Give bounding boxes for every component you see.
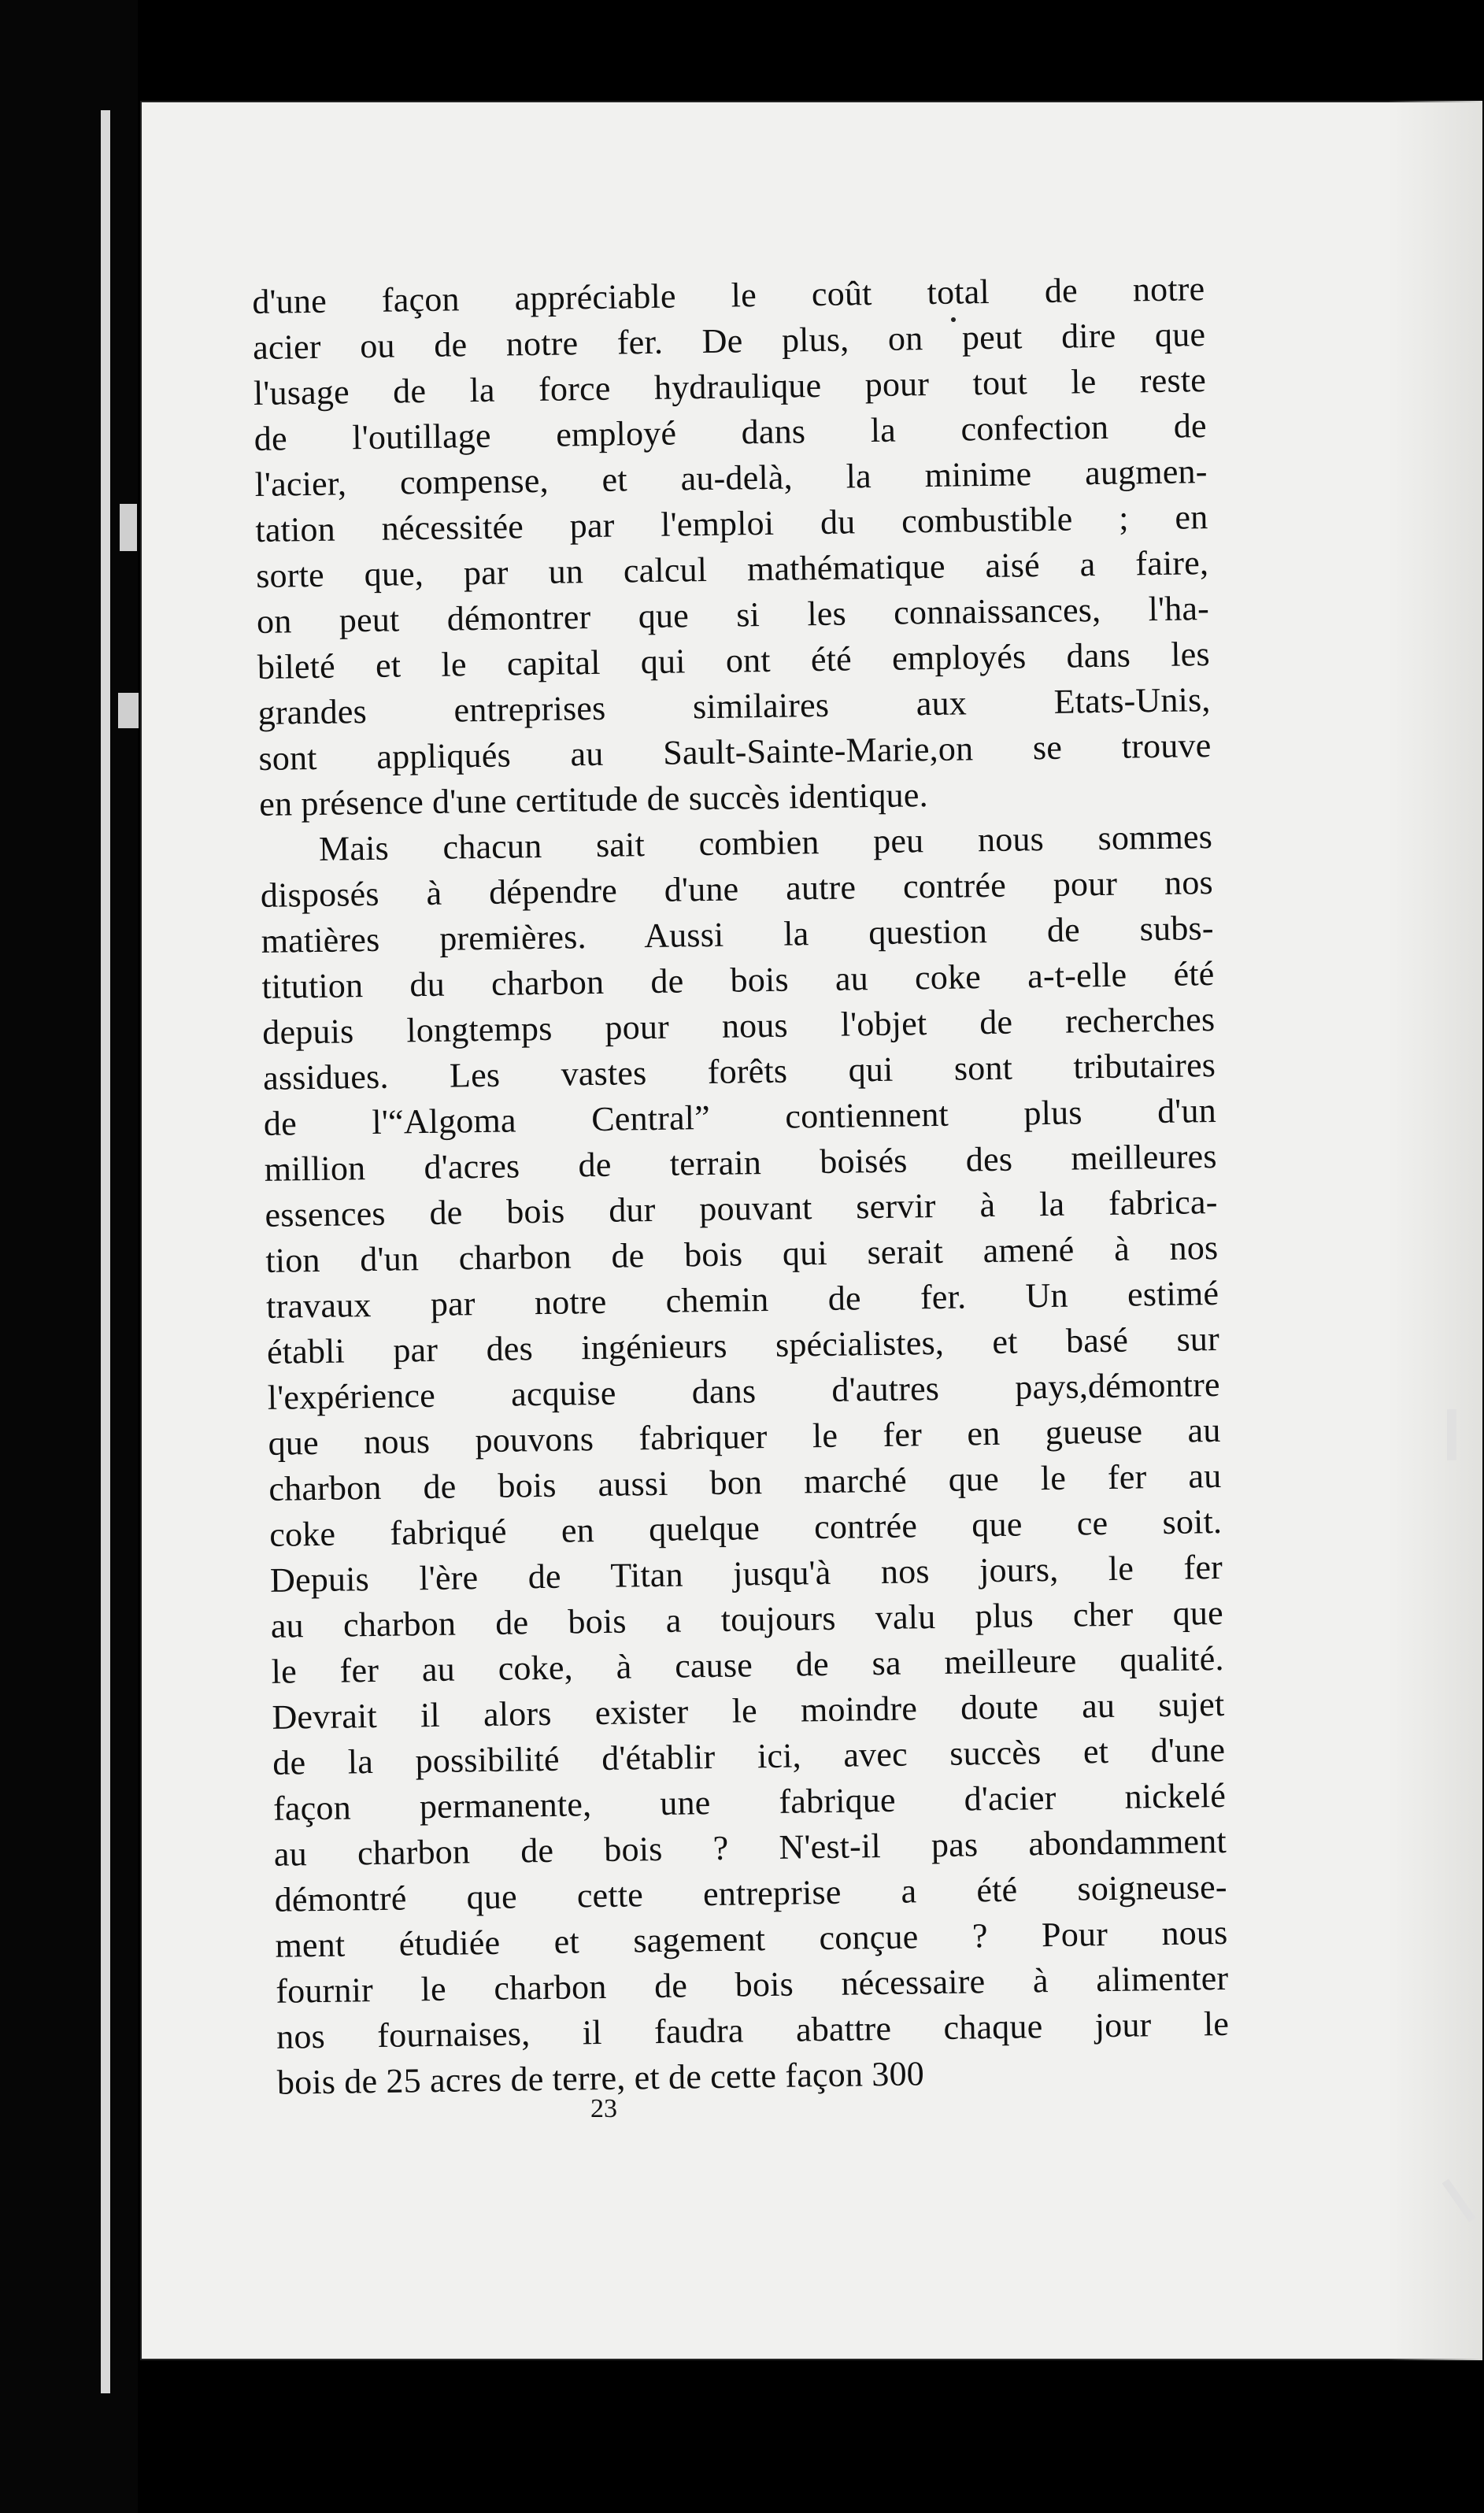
text-line: façon permanente, une fabrique d'acier nickelé: [272, 1775, 1227, 1828]
text-line: Devrait il alors exister le moindre doute au sujet: [272, 1684, 1225, 1737]
text-line: que nous pouvons fabriquer le fer en gueuse au: [268, 1410, 1221, 1463]
text-line: tation nécessitée par l'emploi du combustible ; en: [255, 498, 1208, 550]
binding-mark: [120, 504, 137, 551]
text-line: établi par des ingénieurs spécialistes, et basé sur: [266, 1319, 1220, 1371]
text-line: l'acier, compense, et au-delà, la minime augmen-: [254, 452, 1208, 504]
text-line: le fer au coke, à cause de sa meilleure qualité.: [271, 1638, 1224, 1691]
text-line: titution du charbon de bois au coke a-t-elle été: [261, 954, 1215, 1006]
binding-edge: [101, 110, 110, 2393]
text-line: assidues. Les vastes forêts qui sont tributaires: [262, 1046, 1216, 1097]
text-line: tion d'un charbon de bois qui serait amené à nos: [265, 1227, 1219, 1280]
text-line: essences de bois dur pouvant servir à la fabrica-: [265, 1182, 1218, 1234]
text-line: grandes entreprises similaires aux Etats-Unis,: [257, 680, 1211, 732]
text-line: matières premières. Aussi la question de subs-: [261, 909, 1214, 960]
text-line: ment étudiée et sagement conçue ? Pour nous: [275, 1912, 1228, 1965]
scan-left-margin: [0, 0, 138, 2513]
text-line: fournir le charbon de bois nécessaire à alimenter: [276, 1958, 1229, 2011]
text-line: de la possibilité d'établir ici, avec succès et d'une: [272, 1730, 1226, 1782]
text-line: de l'outillage employé dans la confection de: [254, 406, 1208, 458]
text-line: travaux par notre chemin de fer. Un estimé: [265, 1273, 1219, 1326]
text-line: nos fournaises, il faudra abattre chaque jour le: [276, 2004, 1230, 2056]
text-line: disposés à dépendre d'une autre contrée pour nos: [260, 863, 1214, 915]
binding-mark: [118, 693, 139, 728]
text-line: bois de 25 acres de terre, et de cette façon 300: [276, 2054, 925, 2102]
text-line: en présence d'une certitude de succès identique.: [258, 775, 929, 823]
body-text: [252, 266, 1230, 2106]
text-line: charbon de bois aussi bon marché que le fer au: [268, 1456, 1222, 1508]
page-number: 23: [590, 2094, 617, 2123]
text-line: d'une façon appréciable le coût total de notre: [252, 269, 1205, 321]
text-line: sorte que, par un calcul mathématique aisé a faire,: [255, 543, 1209, 595]
text-line: on peut démontrer que si les connaissances, l'ha-: [256, 589, 1210, 641]
text-line: Depuis l'ère de Titan jusqu'à nos jours, le fer: [269, 1547, 1223, 1600]
text-line: sont appliqués au Sault-Sainte-Marie,on se trouve: [258, 726, 1212, 778]
text-line: au charbon de bois a toujours valu plus cher que: [270, 1593, 1224, 1645]
text-line: de l'“Algoma Central” contiennent plus d'un: [263, 1091, 1217, 1143]
text-line: million d'acres de terrain boisés des meilleures: [264, 1136, 1218, 1189]
text-line: bileté et le capital qui ont été employés dans les: [257, 635, 1211, 687]
text-line: coke fabriqué en quelque contrée que ce soit.: [268, 1501, 1223, 1554]
text-line: acier ou de notre fer. De plus, on peut dire que: [252, 315, 1206, 367]
text-line: démontré que cette entreprise a été soigneuse-: [274, 1867, 1227, 1919]
text-line: l'usage de la force hydraulique pour tout le reste: [253, 361, 1207, 413]
text-line: l'expérience acquise dans d'autres pays,démontre: [267, 1364, 1221, 1417]
page-shading: [1388, 101, 1482, 2360]
scan-artifact: [1447, 1409, 1456, 1460]
text-line: Mais chacun sait combien peu nous sommes: [318, 817, 1213, 868]
text-line: au charbon de bois ? N'est-il pas abondamment: [273, 1821, 1227, 1874]
text-line: depuis longtemps pour nous l'objet de recherches: [262, 1000, 1216, 1052]
